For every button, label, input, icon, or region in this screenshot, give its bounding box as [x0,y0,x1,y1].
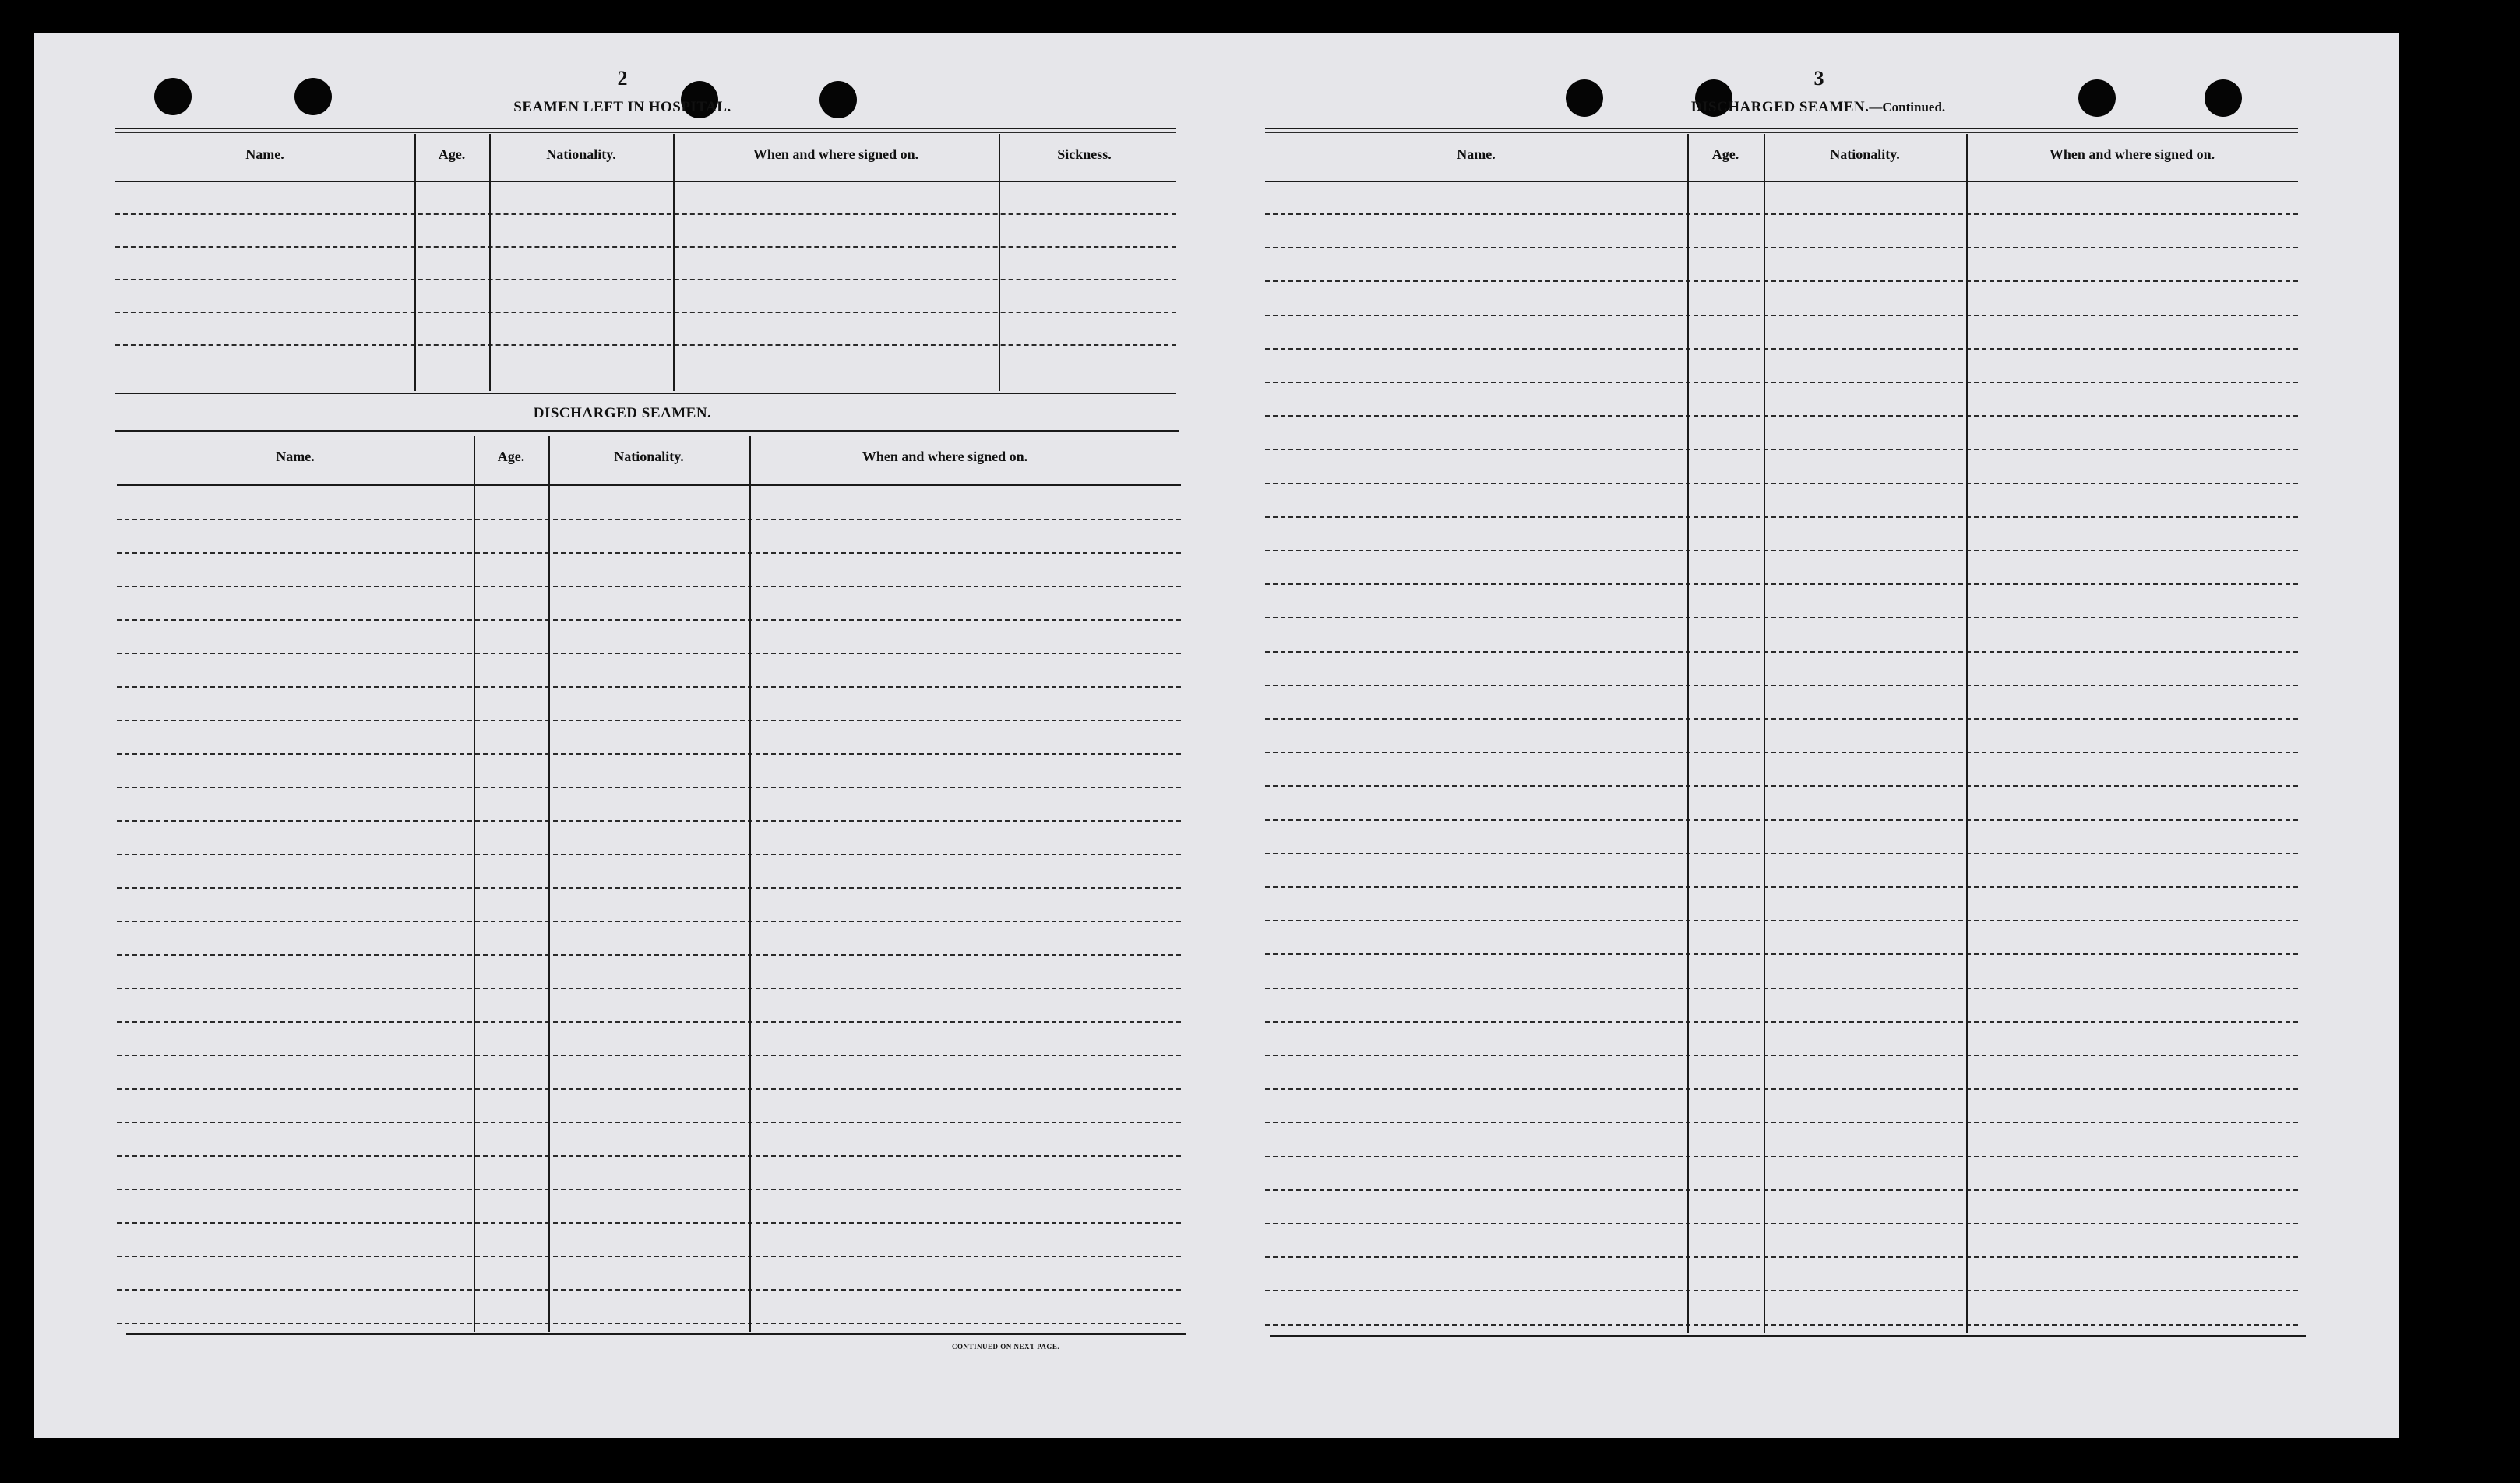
column-header: Name. [245,146,284,162]
table-row [115,312,1176,313]
discharged-table-bottom-rule [126,1333,1186,1335]
hospital-table-top-rule [115,128,1176,129]
column-divider [1966,134,1968,1333]
table-row [1265,516,2298,518]
table-row [1265,1088,2298,1090]
manifest-sheet [34,33,2399,1438]
column-divider [474,436,475,1332]
column-header: Name. [1457,146,1496,162]
table-row [1265,247,2298,248]
table-row [1265,718,2298,720]
table-row [117,988,1181,989]
table-row [117,1122,1181,1123]
table-top-rule [1265,128,2298,129]
table-row [117,1256,1181,1257]
table-row [1265,1021,2298,1023]
hospital-table-top-rule-inner [115,132,1176,133]
table-row [1265,886,2298,888]
table-row [1265,1223,2298,1224]
table-row [117,1055,1181,1056]
hospital-header-rule [115,181,1176,182]
discharged-section-title: DISCHARGED SEAMEN. [533,405,712,421]
header-rule [1265,181,2298,182]
column-header: When and where signed on. [752,146,919,162]
column-divider [414,134,416,391]
column-divider [999,134,1000,391]
column-divider [1687,134,1689,1333]
table-row [1265,853,2298,854]
table-row [115,246,1176,248]
table-row [1265,483,2298,484]
hospital-section-title: SEAMEN LEFT IN HOSPITAL. [513,99,731,115]
left-page [34,33,1218,1438]
table-row [1265,819,2298,821]
column-header: Nationality. [1830,146,1900,162]
table-row [115,213,1176,215]
table-row [1265,449,2298,450]
column-header: When and where signed on. [862,449,1028,464]
table-row [117,619,1181,621]
column-header: Nationality. [546,146,616,162]
right-page [1218,33,2399,1438]
table-top-rule-inner [1265,132,2298,133]
table-row [1265,1055,2298,1056]
punch-hole [2205,79,2242,117]
discharged-header-rule [117,484,1181,486]
table-row [117,1088,1181,1090]
table-row [117,686,1181,688]
column-header: Age. [1711,146,1739,162]
punch-hole [2078,79,2116,117]
punch-hole [154,78,192,115]
table-row [1265,415,2298,417]
table-row [117,921,1181,922]
punch-hole [819,81,857,118]
table-row [1265,752,2298,753]
table-row [117,1021,1181,1023]
table-row [117,820,1181,822]
table-row [115,344,1176,346]
punch-hole [1566,79,1603,117]
table-row [1265,213,2298,215]
table-row [117,1189,1181,1190]
table-row [117,1289,1181,1291]
continued-note: CONTINUED ON NEXT PAGE. [952,1343,1060,1351]
column-divider [673,134,675,391]
table-row [117,720,1181,721]
table-row [1265,583,2298,585]
column-header: Sickness. [1057,146,1112,162]
table-row [1265,920,2298,921]
table-row [117,1222,1181,1224]
table-row [1265,1256,2298,1258]
column-divider [749,436,751,1332]
column-divider [489,134,491,391]
table-row [1265,1290,2298,1291]
hospital-table-bottom-rule [115,393,1176,394]
table-bottom-rule [1270,1335,2306,1337]
page-number: 3 [1813,67,1824,90]
table-row [1265,953,2298,955]
table-row [1265,348,2298,350]
table-row [1265,685,2298,686]
table-row [1265,988,2298,989]
table-row [1265,1156,2298,1157]
column-header: Name. [276,449,315,464]
table-row [1265,1189,2298,1191]
column-header: Nationality. [614,449,684,464]
discharged-table-top-rule [115,430,1179,432]
discharged-continued-title [1639,99,1997,116]
table-row [1265,280,2298,282]
discharged-title-text: DISCHARGED SEAMEN. [1690,99,1870,115]
table-row [1265,651,2298,653]
table-row [1265,1122,2298,1123]
column-divider [548,436,550,1332]
table-row [1265,550,2298,551]
table-row [1265,382,2298,383]
table-row [1265,785,2298,787]
table-row [117,552,1181,554]
table-row [117,753,1181,755]
table-row [117,653,1181,654]
table-row [117,586,1181,587]
table-row [117,519,1181,520]
table-row [117,854,1181,855]
table-row [117,954,1181,956]
column-header: Age. [497,449,525,464]
punch-hole [294,78,332,115]
table-row [115,279,1176,280]
table-row [117,887,1181,889]
column-header: When and where signed on. [2049,146,2215,162]
page-number: 2 [617,67,628,90]
column-header: Age. [438,146,466,162]
continued-suffix: —Continued. [1869,100,1946,114]
table-row [117,1323,1181,1324]
column-divider [1764,134,1765,1333]
table-row [1265,315,2298,316]
table-row [117,1155,1181,1157]
table-row [117,787,1181,788]
table-row [1265,1324,2298,1326]
table-row [1265,617,2298,618]
